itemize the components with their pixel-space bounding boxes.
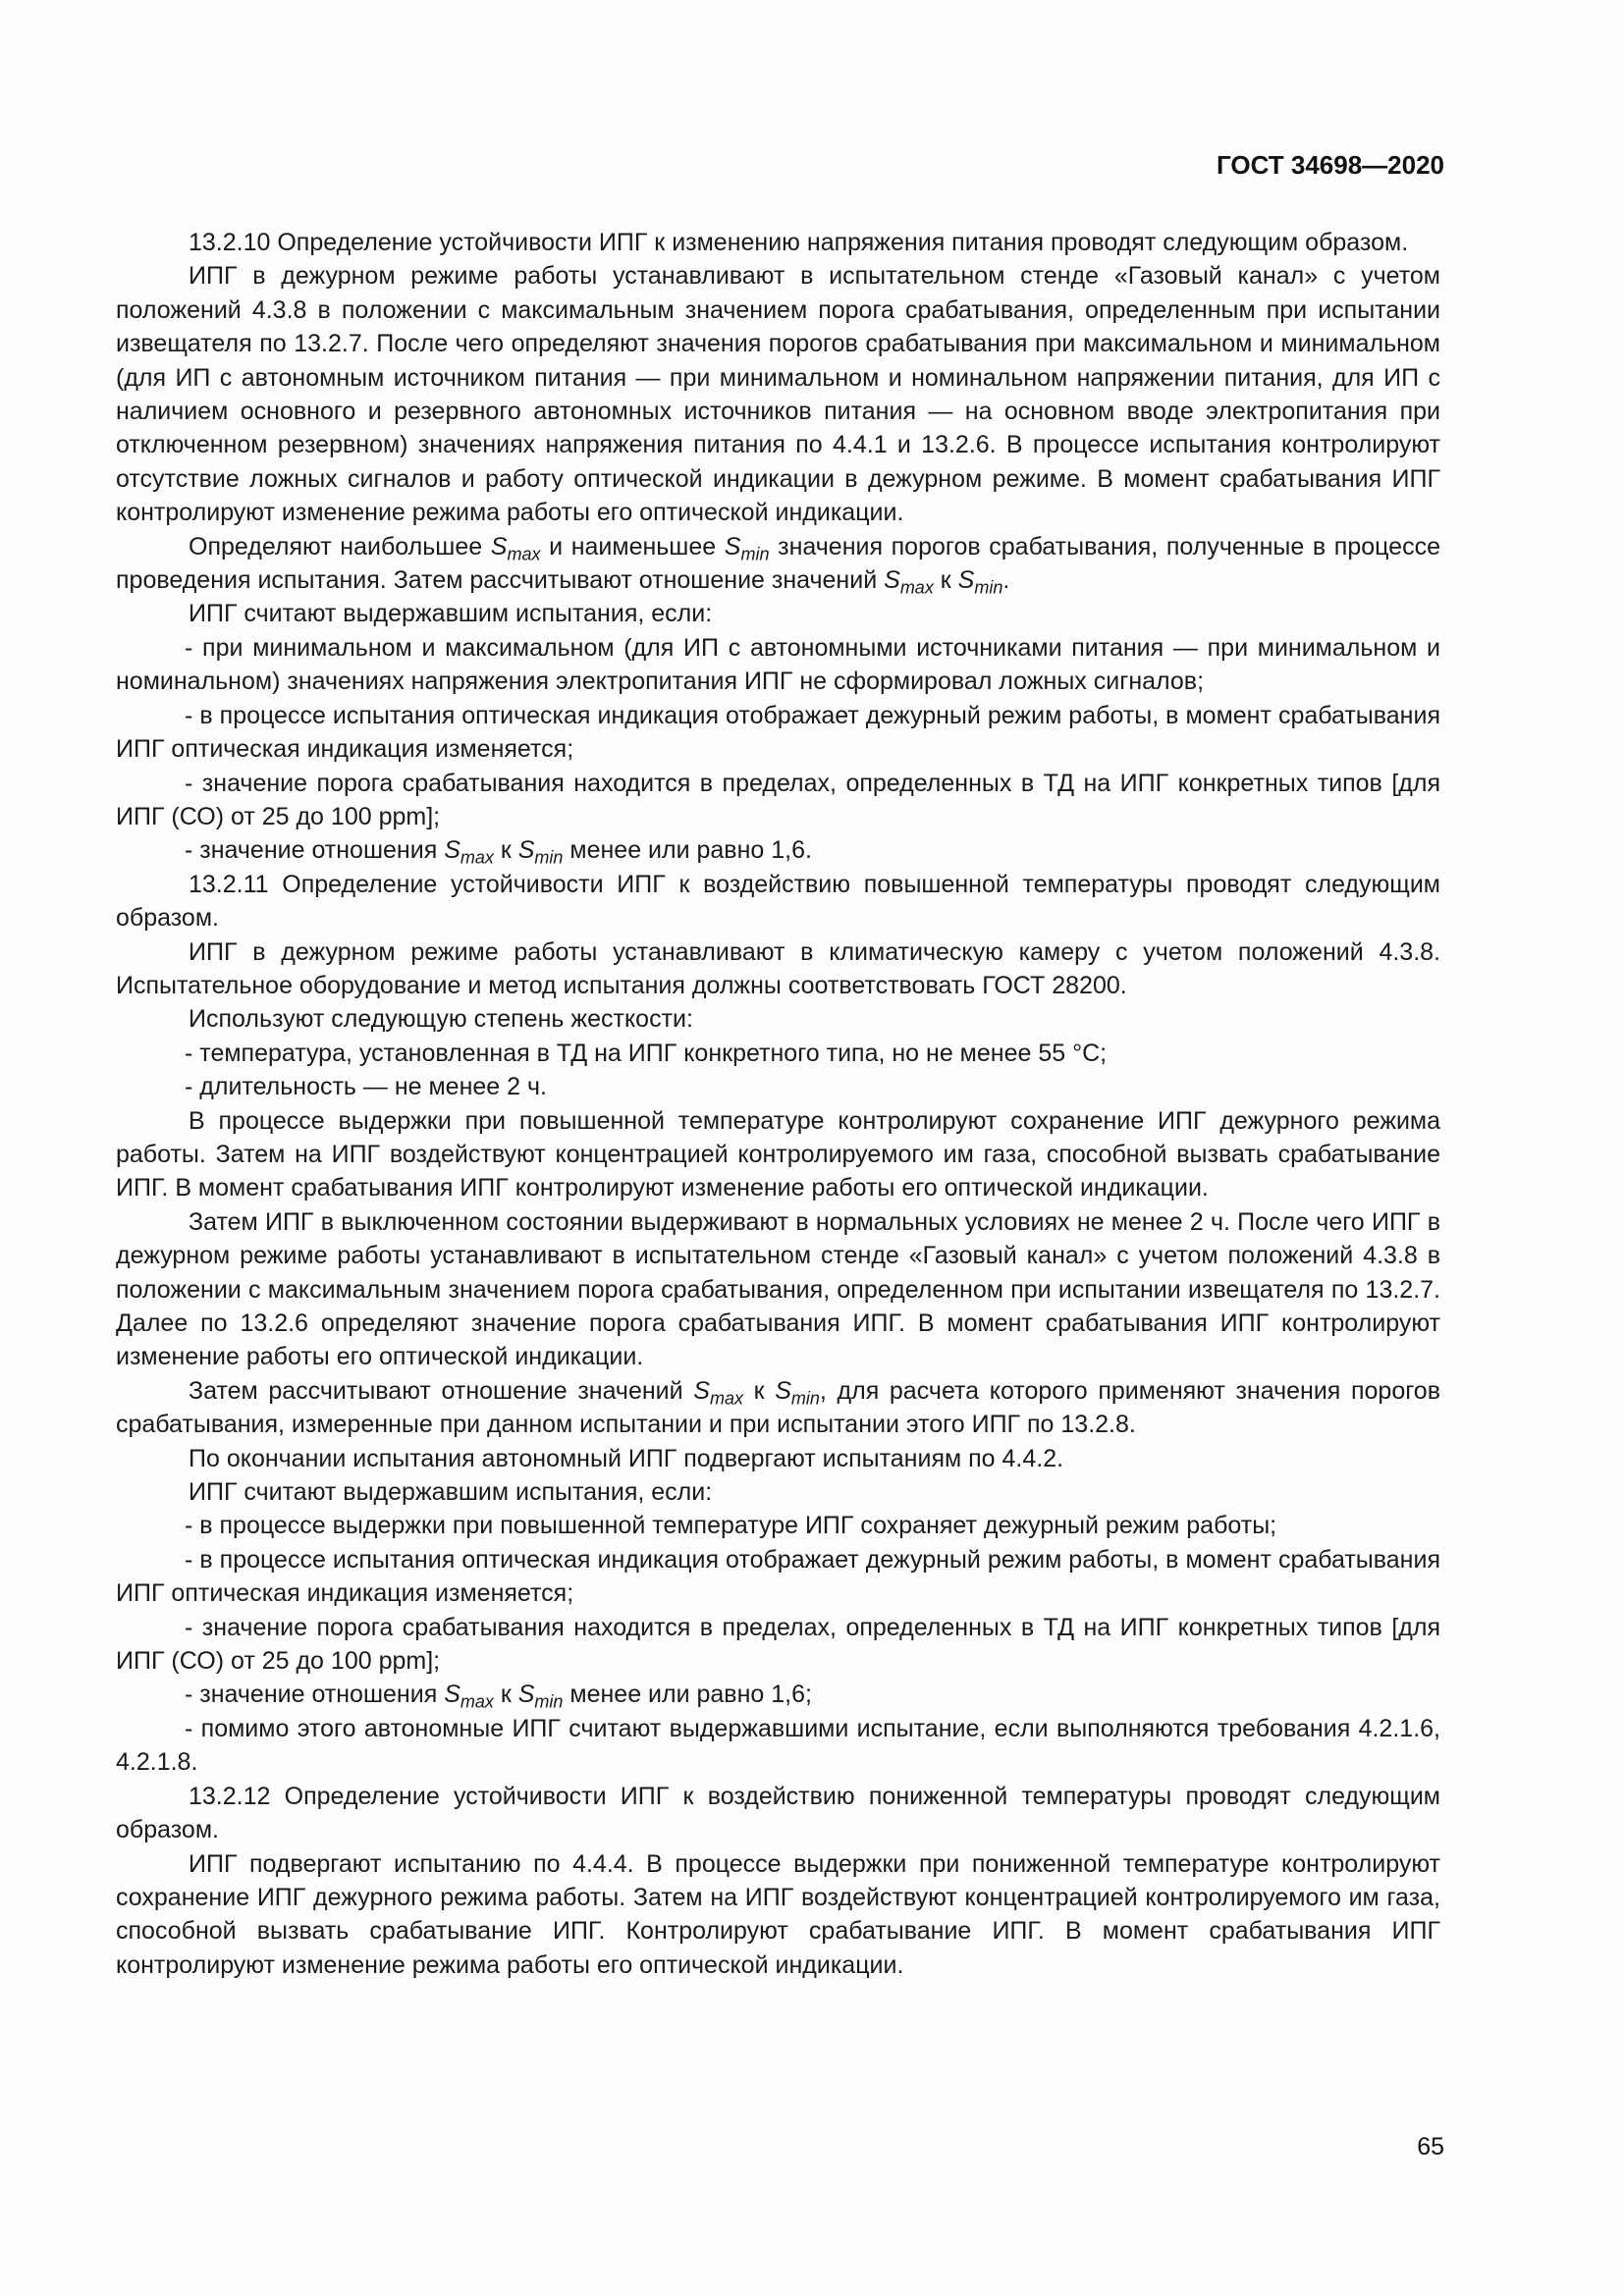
- s-max-symbol: $S_{max}$: [884, 566, 934, 598]
- paragraph: ИПГ в дежурном режиме работы устанавливают в испытательном стенде «Газовый канал» с учетом положений 4.3.8 в положении с максимальным значением порога срабатывания, определенным при испытании извещателя по 13.2.7. После чего определяют значения порогов срабатывания при максимальном и минимальном (для ИП с автономным источником питания — при минимальном и номинальном напряжении питания, для ИП с наличием основного и резервного автономных источников питания — на основном вводе электропитания при отключенном резервном) значениях напряжения питания по 4.4.1 и 13.2.6. В процессе испытания контролируют отсутствие ложных сигналов и работу оптической индикации в дежурном режиме. В момент срабатывания ИПГ контролируют изменение режима работы его оптической индикации.: [116, 262, 1440, 527]
- paragraph-smax-smin: Определяют наибольшее $S_{max}$ и наименьшее $S_{min}$ значения порогов срабатывания, полученные в процессе проведения испытания. Затем рассчитывают отношение значений $S_{max}$ к $S_{min}$.: [116, 532, 1440, 598]
- paragraph: ИПГ подвергают испытанию по 4.4.4. В процессе выдержки при пониженной температуре контролируют сохранение ИПГ дежурного режима работы. Затем на ИПГ воздействуют концентрацией контролируемого им газа, способной вызвать срабатывание ИПГ. Контролируют срабатывание ИПГ. В момент срабатывания ИПГ контролируют изменение режима работы его оптической индикации.: [116, 1849, 1440, 1979]
- list-item: - значение порога срабатывания находится в пределах, определенных в ТД на ИПГ конкретных типов [для ИПГ (СО) от 25 до 100 ppm];: [116, 769, 1440, 830]
- document-code-header: ГОСТ 34698—2020: [1217, 150, 1444, 180]
- paragraph: ИПГ в дежурном режиме работы устанавливают в климатическую камеру с учетом положений 4.3.8. Испытательное оборудование и метод испытания должны соответствовать ГОСТ 28200.: [116, 937, 1440, 999]
- paragraph: ИПГ считают выдержавшим испытания, если:: [189, 600, 713, 628]
- s-min-symbol: $S_{min}$: [517, 836, 564, 868]
- paragraph-ratio-calculation: Затем рассчитывают отношение значений $S_{max}$ к $S_{min}$, для расчета которого применяют значения порогов срабатывания, измеренные при данном испытании и при испытании этого ИПГ по 13.2.8.: [116, 1376, 1440, 1439]
- paragraph-13-2-10-title: 13.2.10 Определение устойчивости ИПГ к изменению напряжения питания проводят следующим образом.: [189, 229, 1409, 256]
- paragraph-13-2-12-title: 13.2.12 Определение устойчивости ИПГ к воздействию пониженной температуры проводят следующим образом.: [116, 1782, 1440, 1844]
- list-item: - длительность — не менее 2 ч.: [185, 1073, 547, 1101]
- list-item: - в процессе испытания оптическая индикация отображает дежурный режим работы, в момент срабатывания ИПГ оптическая индикация изменяется;: [116, 1545, 1440, 1608]
- list-item: - значение порога срабатывания находится в пределах, определенных в ТД на ИПГ конкретных типов [для ИПГ (СО) от 25 до 100 ppm];: [116, 1613, 1440, 1676]
- s-max-symbol: $S_{max}$: [444, 836, 494, 868]
- s-min-symbol: $S_{min}$: [775, 1376, 820, 1409]
- s-max-symbol: $S_{max}$: [444, 1681, 494, 1712]
- list-item: - в процессе испытания оптическая индикация отображает дежурный режим работы, в момент срабатывания ИПГ оптическая индикация изменяется;: [116, 701, 1440, 764]
- s-min-symbol: $S_{min}$: [957, 566, 1003, 598]
- document-body: [116, 226, 1440, 1982]
- paragraph: Затем ИПГ в выключенном состоянии выдерживают в нормальных условиях не менее 2 ч. После чего ИПГ в дежурном режиме работы устанавливают в испытательном стенде «Газовый канал» с учетом положений 4.3.8 в положении с максимальным значением порога срабатывания, определенном при испытании извещателя по 13.2.7. Далее по 13.2.6 определяют значение порога срабатывания ИПГ. В момент срабатывания ИПГ контролируют изменение работы его оптической индикации.: [116, 1207, 1440, 1371]
- s-min-symbol: $S_{min}$: [724, 532, 770, 564]
- s-min-symbol: $S_{min}$: [517, 1681, 564, 1712]
- paragraph: В процессе выдержки при повышенной температуре контролируют сохранение ИПГ дежурного режима работы. Затем на ИПГ воздействуют концентрацией контролируемого им газа, способной вызвать срабатывание ИПГ. В момент срабатывания ИПГ контролируют изменение работы его оптической индикации.: [116, 1106, 1440, 1202]
- list-item-ratio: - значение отношения $S_{max}$ к $S_{min}$ менее или равно 1,6;: [185, 1681, 812, 1712]
- list-item: - при минимальном и максимальном (для ИП с автономными источниками питания — при минимальном и номинальном) значениях напряжения электропитания ИПГ не сформировал ложных сигналов;: [116, 633, 1440, 696]
- s-max-symbol: $S_{max}$: [693, 1376, 743, 1409]
- list-item: - температура, установленная в ТД на ИПГ конкретного типа, но не менее 55 °C;: [185, 1039, 1108, 1067]
- page-number: 65: [1417, 2133, 1444, 2161]
- list-item: - в процессе выдержки при повышенной температуре ИПГ сохраняет дежурный режим работы;: [185, 1512, 1277, 1540]
- paragraph-13-2-11-title: 13.2.11 Определение устойчивости ИПГ к воздействию повышенной температуры проводят следующим образом.: [116, 870, 1440, 933]
- paragraph: ИПГ считают выдержавшим испытания, если:: [189, 1478, 713, 1507]
- list-item-ratio: - значение отношения $S_{max}$ к $S_{min}$ менее или равно 1,6.: [185, 836, 812, 868]
- s-max-symbol: $S_{max}$: [490, 532, 541, 564]
- list-item: - помимо этого автономные ИПГ считают выдержавшими испытание, если выполняются требования 4.2.1.6, 4.2.1.8.: [116, 1714, 1440, 1777]
- paragraph: Используют следующую степень жесткости:: [189, 1005, 693, 1034]
- paragraph: По окончании испытания автономный ИПГ подвергают испытаниям по 4.4.2.: [189, 1444, 1064, 1472]
